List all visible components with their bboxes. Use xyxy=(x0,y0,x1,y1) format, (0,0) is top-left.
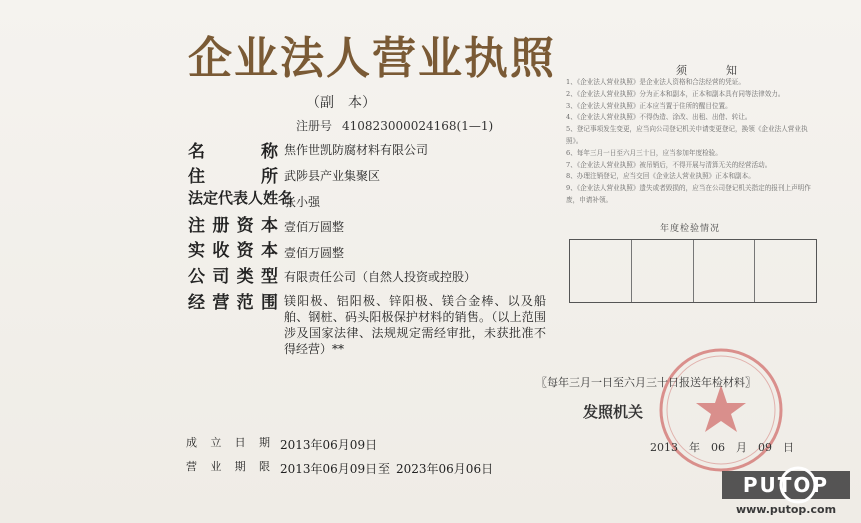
field-label-paid-capital: 实收资本 xyxy=(188,241,278,261)
issue-date: 2013 年 06 月 09 日 xyxy=(650,441,794,454)
annual-inspection-title: 年度检验情况 xyxy=(660,224,721,234)
notice-item: 4、《企业法人营业执照》不得伪造、涂改、出租、出借、转让。 xyxy=(566,113,752,122)
registration-number: 410823000024168(1—1) xyxy=(342,119,494,133)
term-start-date: 2013年06月09日 xyxy=(280,462,378,476)
annual-inspection-cell xyxy=(632,240,694,302)
field-value-name: 焦作世凯防腐材料有限公司 xyxy=(284,143,429,157)
field-label-name: 名 称 xyxy=(188,142,278,162)
document-title: 企业法人营业执照 xyxy=(188,33,556,84)
notice-item: 5、登记事项发生变更，应当向公司登记机关申请变更登记，换领《企业法人营业执照》。 xyxy=(566,125,808,145)
field-label-business-scope: 经营范围 xyxy=(188,293,278,313)
field-value-paid-capital: 壹佰万圆整 xyxy=(284,246,345,260)
field-value-registered-capital: 壹佰万圆整 xyxy=(284,220,345,234)
field-label-legal-rep: 法定代表人姓名 xyxy=(188,189,294,207)
notice-item: 3、《企业法人营业执照》正本应当置于住所的醒目位置。 xyxy=(566,101,732,110)
field-value-legal-rep: 张小强 xyxy=(284,195,321,209)
notice-item: 6、每年三月一日至六月三十日，应当参加年度检验。 xyxy=(566,148,722,157)
notice-item: 2、《企业法人营业执照》分为正本和副本，正本和副本具有同等法律效力。 xyxy=(566,89,785,98)
field-value-business-scope: 镁阳极、铝阳极、锌阳极、镁合金棒、以及船舶、钢桩、码头阳极保护材料的销售。（以上范围涉及国家法律、法规规定需经审批，未获批准不得经营）** xyxy=(284,294,546,356)
annual-inspection-cell xyxy=(570,240,632,302)
field-label-registered-capital: 注册资本 xyxy=(188,216,278,236)
field-label-address: 住 所 xyxy=(188,167,278,187)
annual-inspection-grid xyxy=(569,239,817,303)
copy-label: （副 本） xyxy=(306,95,376,111)
registration-number-row xyxy=(296,117,493,134)
watermark-url: www.putop.com xyxy=(735,503,837,516)
notice-item: 1、《企业法人营业执照》是企业法人资格和合法经营的凭证。 xyxy=(566,78,745,86)
watermark-brand: PUTOP xyxy=(742,473,830,497)
established-label-wrap xyxy=(186,434,270,450)
term-end-date: 2023年06月06日 xyxy=(396,462,494,476)
notice-item: 7、《企业法人营业执照》被吊销后，不得开展与清算无关的经营活动。 xyxy=(566,160,772,169)
field-label-company-type: 公司类型 xyxy=(188,267,278,287)
established-label: 成立日期 xyxy=(186,436,270,449)
putop-watermark-logo xyxy=(722,455,850,517)
term-label-wrap xyxy=(186,458,270,474)
registration-label: 注册号 xyxy=(296,119,333,133)
notice-item: 9、《企业法人营业执照》遗失或者毁损的，应当在公司登记机关指定的报刊上声明作废，申请补领。 xyxy=(566,184,811,204)
field-value-address: 武陟县产业集聚区 xyxy=(284,169,381,183)
notice-list xyxy=(566,77,816,207)
report-note: 〖每年三月一日至六月三十日报送年检材料〗 xyxy=(536,376,756,389)
annual-inspection-cell xyxy=(755,240,816,302)
term-to: 至 xyxy=(378,462,391,476)
notice-title: 须 知 xyxy=(676,64,751,77)
issuer-label: 发照机关 xyxy=(583,403,644,421)
notice-item: 8、办理注销登记，应当交回《企业法人营业执照》正本和副本。 xyxy=(566,172,755,181)
annual-inspection-cell xyxy=(694,240,756,302)
field-value-company-type: 有限责任公司（自然人投资或控股） xyxy=(284,270,477,284)
established-date: 2013年06月09日 xyxy=(280,438,378,452)
term-label: 营业期限 xyxy=(186,460,270,473)
